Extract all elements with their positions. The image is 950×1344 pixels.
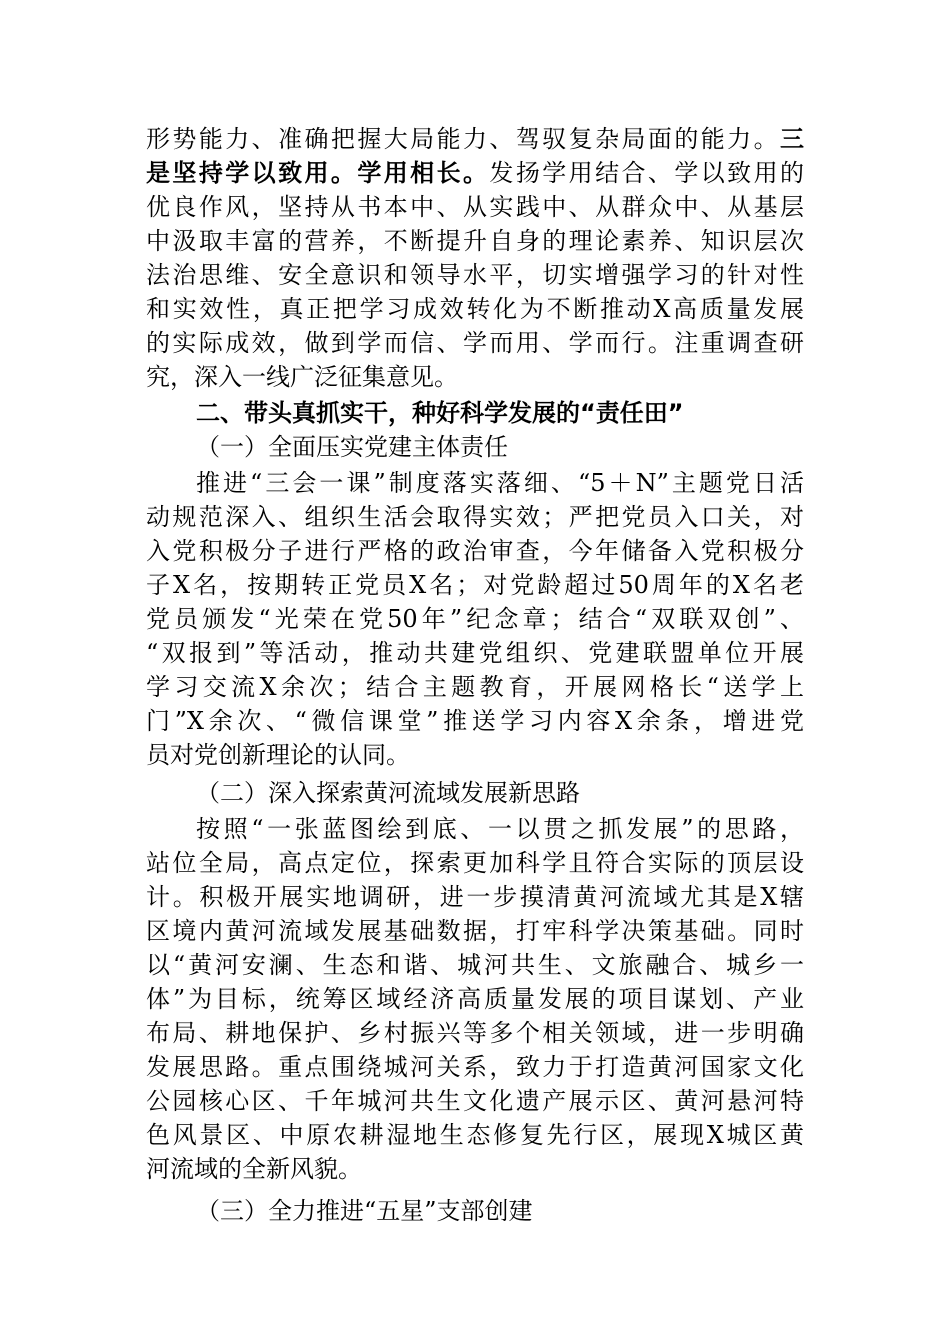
- paragraph-line: 员对党创新理论的认同。: [146, 741, 410, 769]
- subsection-heading: （一）全面压实党建主体责任: [196, 433, 508, 461]
- paragraph-line: 究，深入一线广泛征集意见。: [146, 363, 458, 391]
- paragraph-line: [146, 122, 804, 156]
- paragraph-line: 布局、耕地保护、乡村振兴等多个相关领域，进一步明确: [146, 1019, 804, 1047]
- paragraph-line: 计。积极开展实地调研，进一步摸清黄河流域尤其是X辖: [146, 883, 804, 911]
- paragraph-line: 发展思路。重点围绕城河关系，致力于打造黄河国家文化: [146, 1053, 804, 1081]
- text-run: 发扬学用结合、学以致用的: [489, 159, 804, 187]
- section-heading: 二、带头真抓实干，种好科学发展的“责任田”: [196, 399, 684, 427]
- paragraph-line: 河流域的全新风貌。: [146, 1155, 362, 1183]
- subsection-heading: （三）全力推进“五星”支部创建: [196, 1197, 533, 1225]
- paragraph-line: 学习交流X余次；结合主题教育，开展网格长“送学上: [146, 673, 804, 701]
- paragraph-line: 和实效性，真正把学习成效转化为不断推动X高质量发展: [146, 295, 804, 323]
- bold-text-run: 是坚持学以致用。学用相长。: [146, 159, 490, 187]
- paragraph-line: 门”X余次、“微信课堂”推送学习内容X余条，增进党: [146, 707, 804, 735]
- paragraph-line: 区境内黄河流域发展基础数据，打牢科学决策基础。同时: [146, 917, 804, 945]
- subsection-heading: （二）深入探索黄河流域发展新思路: [196, 779, 580, 807]
- paragraph-line: 站位全局，高点定位，探索更加科学且符合实际的顶层设: [146, 849, 804, 877]
- text-run: 形势能力、准确把握大局能力、驾驭复杂局面的能力。: [146, 125, 780, 153]
- paragraph-line: 公园核心区、千年城河共生文化遗产展示区、黄河悬河特: [146, 1087, 804, 1115]
- bold-text-run: 三: [780, 125, 804, 153]
- paragraph-line: 法治思维、安全意识和领导水平，切实增强学习的针对性: [146, 261, 804, 289]
- paragraph-line: 动规范深入、组织生活会取得实效；严把党员入口关，对: [146, 503, 804, 531]
- paragraph-line: 入党积极分子进行严格的政治审查，今年储备入党积极分: [146, 537, 804, 565]
- paragraph-line: “双报到”等活动，推动共建党组织、党建联盟单位开展: [146, 639, 804, 667]
- paragraph-line: 以“黄河安澜、生态和谐、城河共生、文旅融合、城乡一: [146, 951, 804, 979]
- paragraph-line: 的实际成效，做到学而信、学而用、学而行。注重调查研: [146, 329, 804, 357]
- paragraph-line: 子X名，按期转正党员X名；对党龄超过50周年的X名老: [146, 571, 804, 599]
- paragraph-line: 色风景区、中原农耕湿地生态修复先行区，展现X城区黄: [146, 1121, 804, 1149]
- paragraph-line: 体”为目标，统筹区域经济高质量发展的项目谋划、产业: [146, 985, 804, 1013]
- paragraph-line: 优良作风，坚持从书本中、从实践中、从群众中、从基层: [146, 193, 804, 221]
- paragraph-line: 党员颁发“光荣在党50年”纪念章；结合“双联双创”、: [146, 605, 804, 633]
- paragraph-line: 中汲取丰富的营养，不断提升自身的理论素养、知识层次: [146, 227, 804, 255]
- paragraph-line: 推进“三会一课”制度落实落细、“5＋N”主题党日活: [196, 469, 804, 497]
- paragraph-line: [146, 156, 804, 190]
- paragraph-line: 按照“一张蓝图绘到底、一以贯之抓发展”的思路，: [196, 815, 804, 843]
